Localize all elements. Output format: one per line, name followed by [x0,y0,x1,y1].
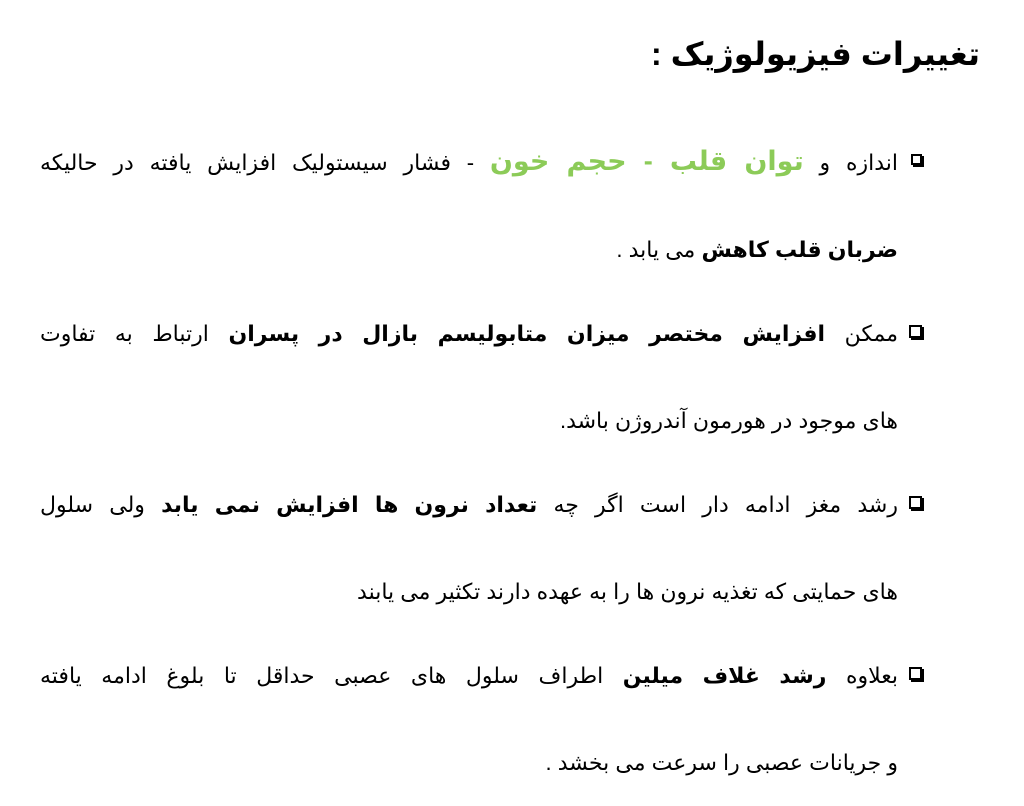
bullet-line [40,206,898,293]
bullet-text: ارتباط به تفاوت [40,321,229,346]
bullet-text: می یابد . [616,237,702,262]
bullet-text: اطراف سلول های عصبی حداقل تا بلوغ ادامه یافته [40,663,623,688]
bullet-text: - فشار سیستولیک افزایش یافته در حالیکه [40,150,490,175]
bullet-line [40,377,898,464]
slide-title: تغییرات فیزیولوژیک : [651,36,980,72]
bold-text: رشد غلاف میلین [622,663,827,688]
bullet-item-brain-growth [40,461,928,635]
square-bullet-icon [911,154,922,165]
bullet-text: اندازه و [803,150,898,175]
highlight-text: توان قلب - حجم خون [489,146,804,176]
bullet-line [40,461,898,548]
square-bullet-icon [909,325,922,338]
bullet-text: ممکن [825,321,898,346]
bullet-text: ولی سلول [40,492,162,517]
bullet-line [40,632,898,719]
bullet-text: های حمایتی که تغذیه نرون ها را به عهده دارند تکثیر می یابند [357,579,898,604]
bullet-line [40,719,898,806]
square-bullet-icon [909,496,922,509]
square-bullet-icon [909,667,922,680]
bullet-line [40,290,898,377]
bullet-item-metabolism [40,290,928,464]
bullet-item-myelin [40,632,928,806]
bullet-line [40,118,898,206]
bullet-item-cardiovascular [40,118,928,293]
bold-text: افزایش مختصر میزان متابولیسم بازال در پسران [228,321,826,346]
bullet-text: بعلاوه [826,663,898,688]
bullet-line [40,548,898,635]
bullet-text: و جریانات عصبی را سرعت می بخشد . [545,750,898,775]
bullet-text: رشد مغز ادامه دار است اگر چه [537,492,898,517]
bold-text: ضربان قلب کاهش [701,237,898,262]
bullet-text: های موجود در هورمون آندروژن باشد. [559,408,898,433]
bold-text: تعداد نرون ها افزایش نمی یابد [161,492,538,517]
bullet-list [40,118,928,803]
